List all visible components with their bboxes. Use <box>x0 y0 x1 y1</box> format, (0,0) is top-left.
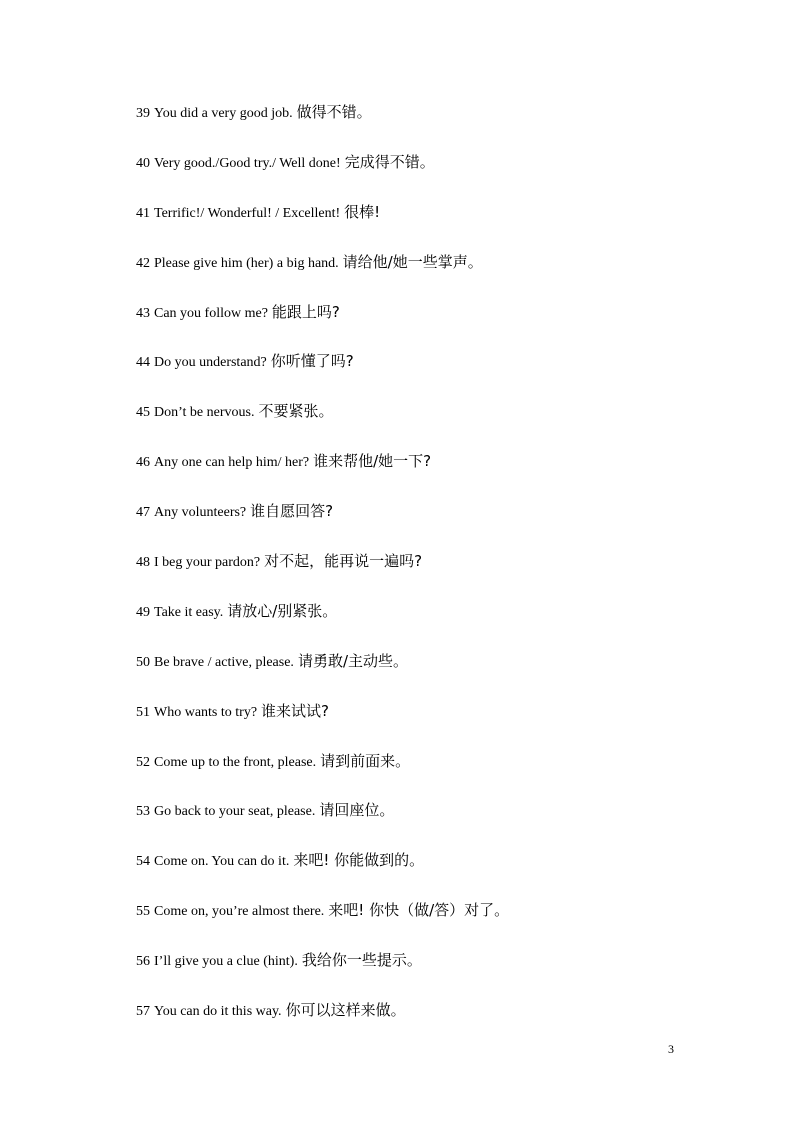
english-phrase: Very good./Good try./ Well done! <box>154 155 341 171</box>
phrase-number: 54 <box>136 854 150 870</box>
chinese-translation: 请放心/别紧张。 <box>227 601 338 620</box>
chinese-translation: 请回座位。 <box>319 801 395 820</box>
chinese-translation: 不要紧张。 <box>258 402 334 421</box>
phrase-number: 44 <box>136 355 150 371</box>
phrase-line <box>136 848 756 898</box>
phrase-line <box>136 399 756 449</box>
english-phrase: Take it easy. <box>154 604 224 620</box>
phrase-number: 52 <box>136 754 150 770</box>
chinese-translation: 谁自愿回答? <box>250 502 334 521</box>
chinese-translation: 对不起，能再说一遍吗? <box>264 552 423 571</box>
chinese-translation: 你听懂了吗? <box>270 352 354 371</box>
phrase-line <box>136 100 756 150</box>
english-phrase: Don’t be nervous. <box>154 405 255 421</box>
phrase-line <box>136 150 756 200</box>
chinese-translation: 你可以这样来做。 <box>285 1001 406 1020</box>
chinese-translation: 完成得不错。 <box>344 152 435 171</box>
phrase-list <box>136 100 756 1048</box>
phrase-line <box>136 499 756 549</box>
english-phrase: Who wants to try? <box>154 704 258 720</box>
english-phrase: Go back to your seat, please. <box>154 804 316 820</box>
phrase-line <box>136 300 756 350</box>
phrase-number: 56 <box>136 954 150 970</box>
phrase-number: 57 <box>136 1004 150 1020</box>
chinese-translation: 能跟上吗? <box>271 302 340 321</box>
phrase-number: 45 <box>136 405 150 421</box>
phrase-line <box>136 649 756 699</box>
english-phrase: Can you follow me? <box>154 305 268 321</box>
phrase-line <box>136 200 756 250</box>
phrase-number: 50 <box>136 654 150 670</box>
chinese-translation: 请给他/她一些掌声。 <box>342 252 483 271</box>
phrase-number: 41 <box>136 205 150 221</box>
phrase-number: 48 <box>136 555 150 571</box>
chinese-translation: 请到前面来。 <box>320 751 411 770</box>
phrase-number: 42 <box>136 255 150 271</box>
chinese-translation: 谁来试试? <box>261 701 329 720</box>
chinese-translation: 做得不错。 <box>296 103 372 121</box>
english-phrase: You can do it this way. <box>154 1004 282 1020</box>
phrase-line <box>136 699 756 749</box>
chinese-translation: 很棒! <box>344 202 381 221</box>
english-phrase: Please give him (her) a big hand. <box>154 255 339 271</box>
phrase-line <box>136 749 756 799</box>
phrase-number: 43 <box>136 305 150 321</box>
english-phrase: I beg your pardon? <box>154 555 261 571</box>
phrase-number: 47 <box>136 505 150 521</box>
phrase-line <box>136 998 756 1048</box>
phrase-number: 40 <box>136 155 150 171</box>
english-phrase: I’ll give you a clue (hint). <box>154 954 298 970</box>
english-phrase: Come on, you’re almost there. <box>154 904 325 920</box>
phrase-number: 55 <box>136 904 150 920</box>
phrase-line <box>136 798 756 848</box>
english-phrase: Come up to the front, please. <box>154 754 317 770</box>
phrase-line <box>136 250 756 300</box>
chinese-translation: 来吧! 你能做到的。 <box>293 851 425 870</box>
phrase-line <box>136 599 756 649</box>
english-phrase: Do you understand? <box>154 355 267 371</box>
phrase-line <box>136 549 756 599</box>
phrase-line <box>136 349 756 399</box>
english-phrase: Any volunteers? <box>154 505 247 521</box>
english-phrase: Be brave / active, please. <box>154 654 294 670</box>
page-number: 3 <box>668 1042 674 1056</box>
chinese-translation: 来吧! 你快（做/答）对了。 <box>328 901 510 920</box>
phrase-line <box>136 948 756 998</box>
chinese-translation: 请勇敢/主动些。 <box>297 651 408 670</box>
english-phrase: You did a very good job. <box>154 106 293 121</box>
phrase-number: 51 <box>136 704 150 720</box>
chinese-translation: 我给你一些提示。 <box>301 951 422 970</box>
phrase-number: 39 <box>136 106 150 121</box>
phrase-number: 53 <box>136 804 150 820</box>
phrase-line <box>136 449 756 499</box>
phrase-line <box>136 898 756 948</box>
english-phrase: Any one can help him/ her? <box>154 455 310 471</box>
phrase-number: 49 <box>136 604 150 620</box>
english-phrase: Terrific!/ Wonderful! / Excellent! <box>154 205 341 221</box>
chinese-translation: 谁来帮他/她一下? <box>313 452 432 471</box>
phrase-number: 46 <box>136 455 150 471</box>
english-phrase: Come on. You can do it. <box>154 854 290 870</box>
